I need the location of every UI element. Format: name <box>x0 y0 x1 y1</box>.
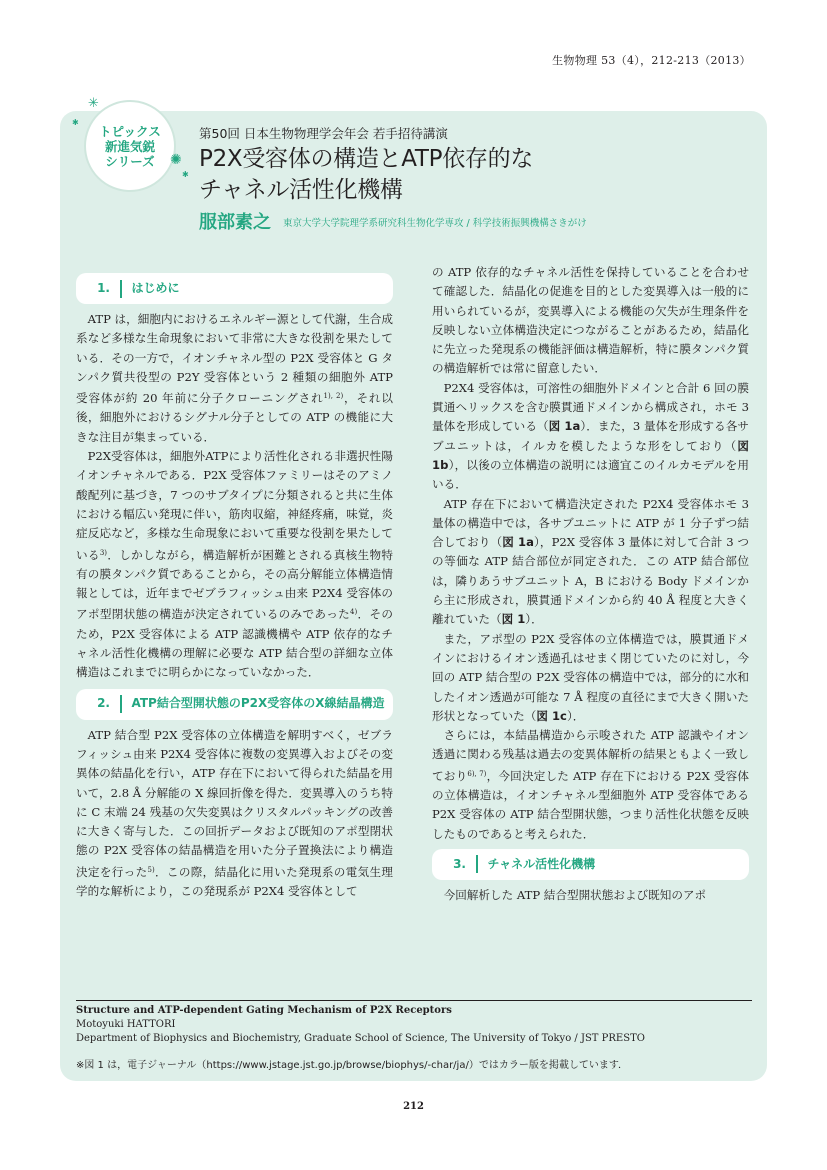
section-number: 3. <box>453 856 466 871</box>
sparkle-icon: ✱ <box>72 118 79 127</box>
sparkle-icon: ✺ <box>170 152 182 168</box>
section-title: チャネル活性化機構 <box>487 856 596 871</box>
section-title: はじめに <box>131 280 180 295</box>
english-author: Motoyuki HATTORI <box>76 1019 176 1030</box>
section-number: 2. <box>97 696 110 711</box>
english-title: Structure and ATP-dependent Gating Mechanism of P2X Receptors <box>76 1005 452 1016</box>
figure-reference[interactable]: 図 1a <box>548 419 581 434</box>
reference-marker[interactable]: 3) <box>99 548 108 557</box>
section-divider <box>120 695 122 713</box>
paragraph: ATP 結合型 P2X 受容体の立体構造を解明すべく，ゼブラフィッシュ由来 P2X4 受容体に複数の変異導入およびその変異体の結晶化を行い，ATP 存在下において得られた結晶を用いて，2.8 Å 分解能の X 線回折像を得た．変異導入のうち特に C 末端 24 残基の欠失変異はクリスタルパッキングの改善に大きく寄与した．この回折データおよび既知のアポ型閉状態の P2X 受容体の結晶構造を用いた分子置換法により構造決定を行った$^{5)}$．この際，結晶化に用いた発現系の電気生理学的な解析により，この発現系が P2X4 受容体として <box>76 727 393 899</box>
author-name: 服部素之 <box>199 212 271 233</box>
left-column <box>76 270 393 901</box>
author-affiliation: 東京大学大学院理学系研究科生物化学専攻 / 科学技術振興機構さきがけ <box>283 218 587 229</box>
reference-marker[interactable]: 1), 2) <box>323 392 344 401</box>
paragraph: さらには，本結晶構造から示唆された ATP 認識やイオン透過に関わる残基は過去の変異体解析の結果ともよく一致しており$^{6), 7)}$，今回決定した ATP 存在下における P2X 受容体の立体構造は，イオンチャネル型細胞外 ATP 受容体である P2X 受容体の ATP 結合型開状態，つまり活性化状態を反映したものであると考えられた． <box>432 728 749 841</box>
series-badge <box>84 100 176 192</box>
article-title <box>199 144 533 206</box>
section-heading-1 <box>76 273 393 304</box>
color-figure-note: ※図 1 は，電子ジャーナル（https://www.jstage.jst.go.jp/browse/biophys/-char/ja/）ではカラー版を掲載しています． <box>76 1060 629 1071</box>
figure-reference[interactable]: 図 1c <box>536 708 567 723</box>
section-heading-3 <box>432 849 749 880</box>
badge-line-1: トピックス <box>99 123 161 139</box>
journal-citation: 生物物理 53（4），212-213（2013） <box>552 54 751 67</box>
paragraph: また，アポ型の P2X 受容体の立体構造では，膜貫通ドメインにおけるイオン透過孔はせまく閉じていたのに対し，今回の ATP 結合型の P2X 受容体の構造中では，部分的に水和したイオン透過が可能な 7 Å 程度の直径にまで大きく開いた形状となっていた（図 1c）． <box>432 631 749 723</box>
figure-reference[interactable]: 図 1a <box>502 535 534 550</box>
reference-marker[interactable]: 6), 7) <box>467 769 487 778</box>
figure-reference[interactable]: 図 1 <box>501 612 526 627</box>
reference-marker[interactable]: 4) <box>350 608 358 617</box>
paragraph: P2X受容体は，細胞外ATPにより活性化される非選択性陽イオンチャネルである．P2X 受容体ファミリーはそのアミノ酸配列に基づき，7 つのサブタイプに分類されると共に生体における幅広い発現に伴い，筋肉収縮，神経疼痛，味覚，炎症反応など，多様な生命現象において重要な役割を果たしている$^{3)}$．しかしながら，構造解析が困難とされる真核生物特有の膜タンパク質であることから，その高分解能立体構造情報としては，近年までゼブラフィッシュ由来 P2X4 受容体のアポ型閉状態の構造が決定されているのみであった$^{4)}$．そのため，P2X 受容体による ATP 認識機構や ATP 依存的なチャネル活性化機構の理解に必要な ATP 結合型の詳細な立体構造はこれまでに明らかになっていなかった． <box>76 449 393 680</box>
sparkle-icon: ✳ <box>88 96 99 111</box>
section-divider <box>120 280 122 298</box>
page-number: 212 <box>403 1101 424 1112</box>
title-line-1: P2X受容体の構造とATP依存的な <box>199 146 534 172</box>
english-affiliation: Department of Biophysics and Biochemistry, Graduate School of Science, The University of Tokyo / JST PRESTO <box>76 1033 645 1044</box>
right-column <box>432 263 749 905</box>
badge-line-2: 新進気鋭 <box>104 138 155 154</box>
section-divider <box>476 855 478 873</box>
paragraph: 今回解析した ATP 結合型開状態および既知のアポ <box>443 887 707 902</box>
section-title: ATP結合型開状態のP2X受容体のX線結晶構造 <box>131 696 385 711</box>
badge-line-3: シリーズ <box>105 153 155 169</box>
section-number: 1. <box>97 280 110 295</box>
lecture-kicker: 第50回 日本生物物理学会年会 若手招待講演 <box>199 126 448 141</box>
sparkle-icon: ✱ <box>182 170 189 179</box>
paragraph: ATP 存在下において構造決定された P2X4 受容体ホモ 3 量体の構造中では，各サブユニットに ATP が 1 分子ずつ結合しており（図 1a），P2X 受容体 3 量体に対して合計 3 つの等価な ATP 結合部位が同定された．この ATP 結合部位は，隣りあうサブユニット A，B における Body ドメインから主に形成され，膜貫通ドメインから約 40 Å 程度と大きく離れていた（図 1）． <box>432 496 749 627</box>
figure-reference[interactable]: 図 1b <box>432 438 749 472</box>
paragraph: の ATP 依存的なチャネル活性を保持していることを合わせて確認した．結晶化の促進を目的とした変異導入は一般的に用いられているが，変異導入による機能の欠失が生理条件を反映しない立体構造決定につながることがあるため，結晶化に先立った発現系の機能評価は構造解析，特に膜タンパク質の構造解析では常に留意したい． <box>432 265 749 376</box>
section-heading-2 <box>76 689 393 720</box>
english-footer <box>76 1000 752 1046</box>
reference-marker[interactable]: 5) <box>147 865 155 874</box>
paragraph: P2X4 受容体は，可溶性の細胞外ドメインと合計 6 回の膜貫通ヘリックスを含む膜貫通ドメインから構成され，ホモ 3 量体を形成している（図 1a）．また，3 量体を形成する各サブユニットは，イルカを模したような形をしており（図 1b），以後の立体構造の説明には適宜このイルカモデルを用いる． <box>432 380 749 492</box>
paragraph: ATP は，細胞内におけるエネルギー源として代謝，生合成系など多様な生命現象において非常に大きな役割を果たしている．その一方で，イオンチャネル型の P2X 受容体と G タンパク質共役型の P2Y 受容体という 2 種類の細胞外 ATP 受容体が約 20 年前に分子クローニングされ$^{1), 2)}$，それ以後，細胞外におけるシグナル分子としての ATP の機能に大きな注目が集まっている． <box>76 312 393 444</box>
title-line-2: チャネル活性化機構 <box>199 177 403 203</box>
